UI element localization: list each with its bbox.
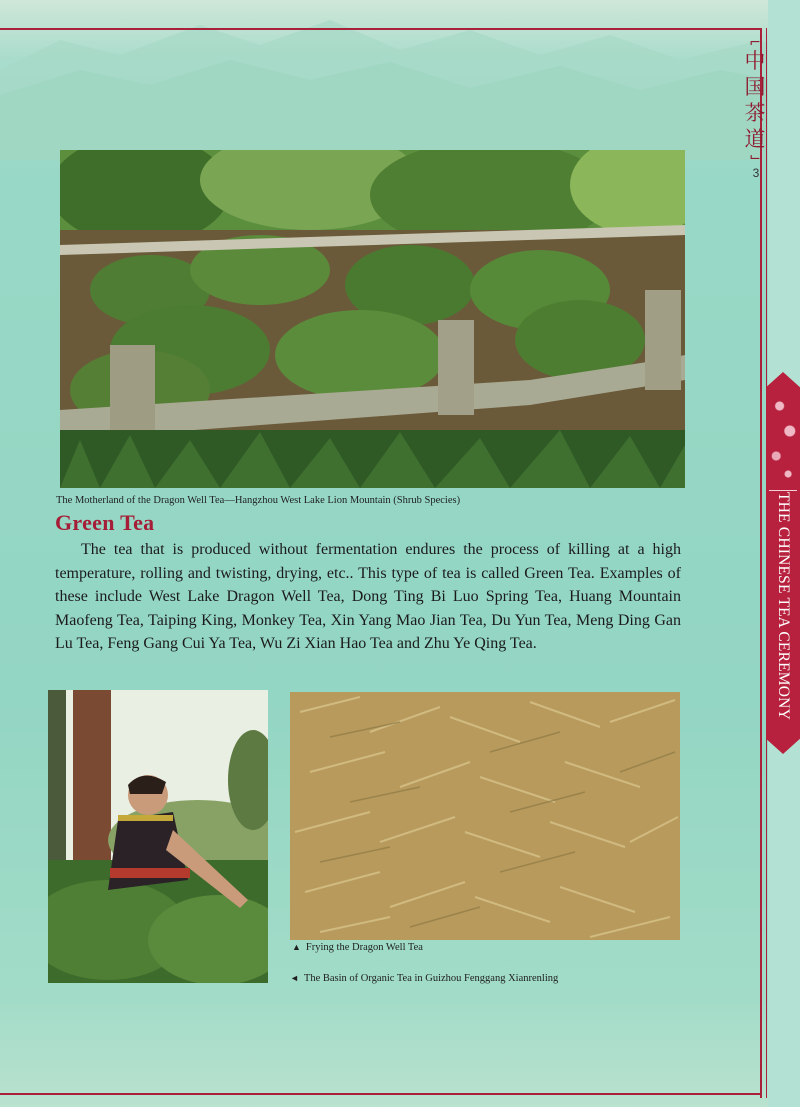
title-char: 茶 — [744, 101, 766, 125]
basin-caption-text: The Basin of Organic Tea in Guizhou Fenggang Xianrenling — [303, 973, 559, 984]
title-bracket-top: ⌐ — [749, 35, 761, 51]
frying-caption — [292, 942, 423, 953]
page-number: 3 — [752, 166, 760, 180]
plum-blossom-decoration — [766, 386, 800, 486]
section-heading: Green Tea — [55, 510, 155, 535]
tea-garden-photo — [60, 150, 685, 488]
chinese-title-vertical — [742, 35, 768, 165]
up-triangle-icon: ▲ — [292, 942, 301, 952]
basin-caption — [290, 973, 558, 984]
tea-picking-photo — [48, 690, 268, 983]
mountain-background — [0, 0, 800, 165]
tab-divider — [769, 490, 797, 491]
left-triangle-icon: ◄ — [290, 973, 299, 983]
bottom-border-line — [0, 1093, 762, 1095]
title-char: 国 — [744, 75, 766, 99]
title-bracket-bottom: ⌙ — [749, 149, 761, 165]
right-border-line — [760, 28, 762, 1098]
title-char: 道 — [744, 127, 766, 151]
tea-leaves-photo — [290, 692, 680, 940]
frying-caption-text: Frying the Dragon Well Tea — [305, 942, 423, 953]
top-photo-caption: The Motherland of the Dragon Well Tea—Hangzhou West Lake Lion Mountain (Shrub Species) — [56, 495, 461, 506]
top-border-line — [0, 28, 760, 30]
title-char: 中 — [744, 49, 766, 73]
side-tab-label: THE CHINESE TEA CEREMONY — [775, 492, 792, 720]
section-body-text: The tea that is produced without fermentation endures the process of killing at a high temperature, rolling and twisting, drying, etc.. This type of tea is called Green Tea. Examples of these include West Lake Dragon Well Tea, Dong Ting Bi Luo Spring Tea, Huang Mountain Maofeng Tea, Taiping King, Monkey Tea, Xin Yang Mao Jian Tea, Du Yun Tea, Meng Ding Gan Lu Tea, Feng Gang Cui Ya Tea, Wu Zi Xian Hao Tea and Zhu Ye Qing Tea. — [55, 541, 681, 653]
